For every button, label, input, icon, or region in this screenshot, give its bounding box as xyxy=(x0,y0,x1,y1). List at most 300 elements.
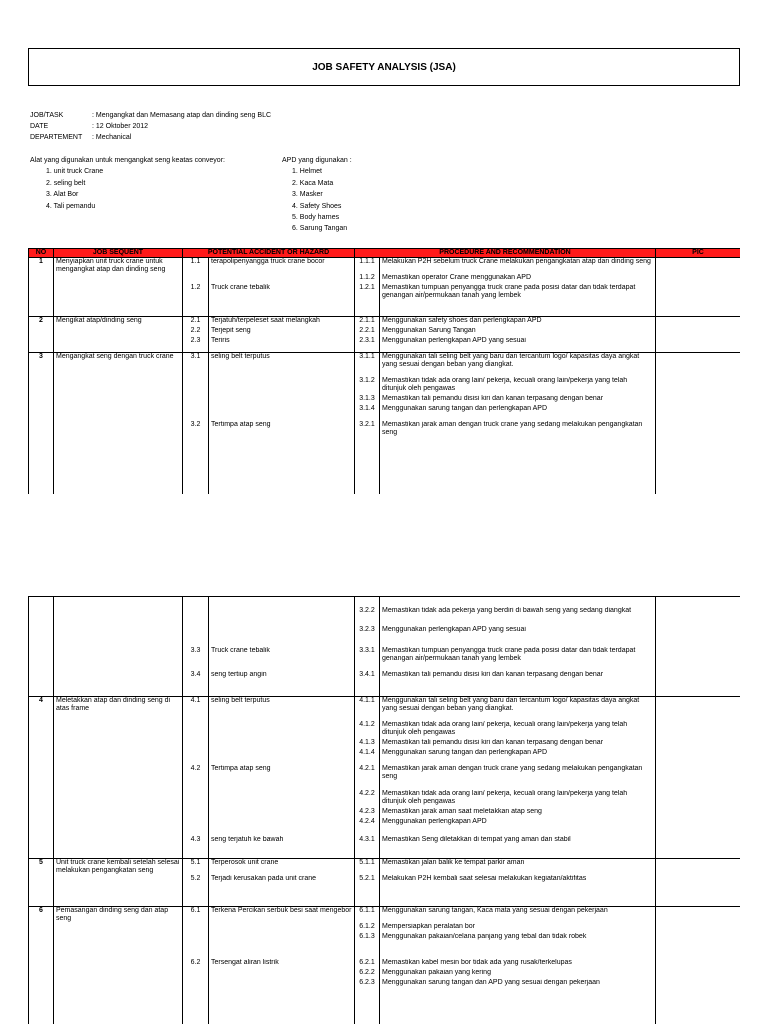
step-number: 4 xyxy=(29,696,54,721)
job-step xyxy=(54,923,183,933)
hazard-number: 2.1 xyxy=(183,316,209,327)
filler-cell xyxy=(380,989,656,1024)
hazard-text: Truck crane tebalik xyxy=(209,647,355,671)
procedure-number: 6.2.1 xyxy=(355,959,380,969)
hazard-text xyxy=(209,979,355,989)
header-job-sequent: JOB SEQUENT xyxy=(54,249,183,258)
step-number: 6 xyxy=(29,907,54,924)
procedure-number: 4.1.1 xyxy=(355,696,380,721)
job-step xyxy=(54,739,183,749)
procedure-text: Melakukan P2H sebelum truck Crane melakukan pengangkatan atap dan dinding seng xyxy=(380,258,656,275)
hazard-number: 4.1 xyxy=(183,696,209,721)
hazard-text xyxy=(209,808,355,818)
job-step xyxy=(54,274,183,284)
tools-heading: Alat yang digunakan untuk mengangkat seng keatas conveyor: xyxy=(30,157,225,164)
job-step xyxy=(54,836,183,858)
procedure-text: Memastikan jarak aman dengan truck crane yang sedang melakukan pengangkatan seng xyxy=(380,421,656,445)
pic-cell xyxy=(656,875,741,907)
table-row xyxy=(29,327,741,337)
procedure-number: 6.1.3 xyxy=(355,933,380,959)
apd-items xyxy=(282,166,352,234)
jsa-table-page-1 xyxy=(28,248,740,494)
step-number xyxy=(29,721,54,739)
pic-cell xyxy=(656,284,740,316)
tools-items xyxy=(30,166,225,212)
filler-cell xyxy=(656,445,740,494)
procedure-number: 3.4.1 xyxy=(355,671,380,696)
table-row xyxy=(29,923,741,933)
table-row xyxy=(29,352,741,377)
procedure-text: Menggunakan tali seling belt yang baru dan tercantum logo/ kapasitas daya angkat yang sesuai dengan beban yang diangkat. xyxy=(380,696,656,721)
hazard-text: Teriris xyxy=(209,337,355,352)
info-label: DATE xyxy=(30,123,49,130)
hazard-text xyxy=(209,969,355,979)
pic-cell xyxy=(656,739,741,749)
step-number xyxy=(29,405,54,421)
step-number xyxy=(29,969,54,979)
hazard-number xyxy=(183,790,209,808)
procedure-number: 4.2.2 xyxy=(355,790,380,808)
step-number: 3 xyxy=(29,352,54,377)
procedure-number: 6.1.1 xyxy=(355,907,380,924)
table-row xyxy=(29,858,741,875)
pic-cell xyxy=(656,337,740,352)
hazard-text: Tertimpa atap seng xyxy=(209,421,355,445)
job-step xyxy=(54,933,183,959)
hazard-text: seng tertiup angin xyxy=(209,671,355,696)
hazard-text: Tertimpa atap seng xyxy=(209,765,355,790)
hazard-number xyxy=(183,749,209,765)
step-number xyxy=(29,875,54,907)
table-header-row xyxy=(29,249,741,258)
apd-list xyxy=(282,155,352,235)
pic-cell xyxy=(656,258,740,275)
info-date xyxy=(30,121,148,132)
procedure-number xyxy=(355,597,380,607)
table-row xyxy=(29,808,741,818)
job-step xyxy=(54,395,183,405)
procedure-number: 2.1.1 xyxy=(355,316,380,327)
table-row xyxy=(29,377,741,395)
hazard-number xyxy=(183,933,209,959)
procedure-number: 6.2.2 xyxy=(355,969,380,979)
hazard-number xyxy=(183,721,209,739)
hazard-number: 3.3 xyxy=(183,647,209,671)
info-label: DEPARTEMENT xyxy=(30,134,83,141)
table-row xyxy=(29,836,741,858)
list-item: 1. Helmet xyxy=(292,168,322,176)
table-row xyxy=(29,790,741,808)
procedure-number: 4.2.1 xyxy=(355,765,380,790)
step-number xyxy=(29,377,54,395)
info-value: : Mechanical xyxy=(92,134,132,141)
hazard-number: 3.2 xyxy=(183,421,209,445)
hazard-number: 1.1 xyxy=(183,258,209,275)
pic-cell xyxy=(656,790,741,808)
list-item: 4. Safety Shoes xyxy=(292,202,342,210)
table-row xyxy=(29,959,741,969)
procedure-text: Memastikan jarak aman dengan truck crane yang sedang melakukan pengangkatan seng xyxy=(380,765,656,790)
step-number xyxy=(29,647,54,671)
pic-cell xyxy=(656,352,740,377)
procedure-number: 3.2.3 xyxy=(355,626,380,647)
hazard-number: 1.2 xyxy=(183,284,209,316)
step-number xyxy=(29,808,54,818)
job-step xyxy=(54,790,183,808)
info-value: : Mengangkat dan Memasang atap dan dinding seng BLC xyxy=(92,112,272,119)
step-number xyxy=(29,923,54,933)
filler-cell xyxy=(209,989,355,1024)
procedure-number: 3.1.2 xyxy=(355,377,380,395)
hazard-text: seling belt terputus xyxy=(209,352,355,377)
procedure-number: 4.1.3 xyxy=(355,739,380,749)
table-row xyxy=(29,421,741,445)
table-filler-row xyxy=(29,989,741,1024)
procedure-text: Memastikan tali pemandu disisi kiri dan kanan terpasang dengan benar xyxy=(380,671,656,696)
procedure-number: 4.2.3 xyxy=(355,808,380,818)
procedure-number: 1.2.1 xyxy=(355,284,380,316)
pic-cell xyxy=(656,721,741,739)
job-step xyxy=(54,284,183,316)
table-row xyxy=(29,395,741,405)
step-number xyxy=(29,337,54,352)
procedure-text: Menggunakan tali seling belt yang baru dan tercantum logo/ kapasitas daya angkat yang sesuai dengan beban yang diangkat. xyxy=(380,352,656,377)
procedure-number: 6.2.3 xyxy=(355,979,380,989)
filler-cell xyxy=(29,445,54,494)
step-number xyxy=(29,597,54,607)
step-number xyxy=(29,959,54,969)
list-item: 3. Masker xyxy=(292,191,323,199)
procedure-text: Memastikan tumpuan penyangga truck crane pada posisi datar dan tidak terdapat genangan air/permukaan tanah yang lembek xyxy=(380,647,656,671)
step-number xyxy=(29,933,54,959)
procedure-number: 1.1.2 xyxy=(355,274,380,284)
tools-list xyxy=(30,155,225,212)
list-item: 4. Tali pemandu xyxy=(46,202,96,210)
procedure-text: Menggunakan Sarung Tangan xyxy=(380,327,656,337)
hazard-number xyxy=(183,395,209,405)
info-job-task xyxy=(30,110,271,121)
table-row xyxy=(29,316,741,327)
job-step: Mengangkat seng dengan truck crane xyxy=(54,352,183,377)
table-row xyxy=(29,671,741,696)
hazard-number xyxy=(183,597,209,607)
job-step: Unit truck crane kembali setelah selesai melakukan pengangkatan seng xyxy=(54,858,183,875)
pic-cell xyxy=(656,749,741,765)
hazard-text xyxy=(209,377,355,395)
table-row xyxy=(29,969,741,979)
job-step: Meletakkan atap dan dinding seng di atas frame xyxy=(54,696,183,721)
procedure-text xyxy=(380,597,656,607)
step-number xyxy=(29,739,54,749)
procedure-text: Menggunakan sarung tangan dan APD yang sesuai dengan pekerjaan xyxy=(380,979,656,989)
step-number xyxy=(29,749,54,765)
procedure-text: Memastikan Seng diletakkan di tempat yang aman dan stabil xyxy=(380,836,656,858)
hazard-number: 4.2 xyxy=(183,765,209,790)
hazard-number: 6.1 xyxy=(183,907,209,924)
job-step xyxy=(54,818,183,836)
job-step xyxy=(54,337,183,352)
filler-cell xyxy=(54,445,183,494)
procedure-number: 3.1.3 xyxy=(355,395,380,405)
hazard-text: seling belt terputus xyxy=(209,696,355,721)
list-item: 2. seling belt xyxy=(46,179,86,187)
pic-cell xyxy=(656,671,741,696)
header-hazard: POTENTIAL ACCIDENT OR HAZARD xyxy=(183,249,355,258)
procedure-number: 3.1.1 xyxy=(355,352,380,377)
job-step xyxy=(54,405,183,421)
procedure-text: Menggunakan perlengkapan APD yang sesuai xyxy=(380,337,656,352)
pic-cell xyxy=(656,969,741,979)
procedure-number: 4.2.4 xyxy=(355,818,380,836)
filler-cell xyxy=(355,989,380,1024)
hazard-number xyxy=(183,818,209,836)
table-row xyxy=(29,739,741,749)
procedure-text: Memastikan tidak ada pekerja yang berdiri di bawah seng yang sedang diangkat xyxy=(380,607,656,626)
table-row xyxy=(29,258,741,275)
table-row xyxy=(29,607,741,626)
list-item: 5. Body harnes xyxy=(292,214,340,222)
hazard-text: Terperosok unit crane xyxy=(209,858,355,875)
table-row xyxy=(29,696,741,721)
step-number xyxy=(29,671,54,696)
procedure-number: 5.1.1 xyxy=(355,858,380,875)
step-number xyxy=(29,836,54,858)
procedure-text: Menggunakan perlengkapan APD xyxy=(380,818,656,836)
hazard-number xyxy=(183,607,209,626)
procedure-text: Memastikan tumpuan penyangga truck crane pada posisi datar dan tidak terdapat genangan air/permukaan tanah yang lembek xyxy=(380,284,656,316)
step-number xyxy=(29,274,54,284)
hazard-text: Terjepit seng xyxy=(209,327,355,337)
procedure-text: Memastikan tali pemandu disisi kiri dan kanan terpasang dengan benar xyxy=(380,395,656,405)
hazard-number xyxy=(183,405,209,421)
procedure-number: 4.1.4 xyxy=(355,749,380,765)
procedure-text: Memastikan jalan balik ke tempat parkir aman xyxy=(380,858,656,875)
hazard-number: 2.3 xyxy=(183,337,209,352)
procedure-text: Memastikan jarak aman saat meletakkan atap seng xyxy=(380,808,656,818)
procedure-number: 4.3.1 xyxy=(355,836,380,858)
pic-cell xyxy=(656,607,741,626)
hazard-text xyxy=(209,626,355,647)
step-number xyxy=(29,626,54,647)
procedure-text: Menggunakan perlengkapan APD yang sesuai xyxy=(380,626,656,647)
pic-cell xyxy=(656,765,741,790)
info-label: JOB/TASK xyxy=(30,112,64,119)
pic-cell xyxy=(656,818,741,836)
pic-cell xyxy=(656,959,741,969)
hazard-number xyxy=(183,979,209,989)
job-step xyxy=(54,808,183,818)
job-step xyxy=(54,377,183,395)
hazard-text: seng terjatuh ke bawah xyxy=(209,836,355,858)
procedure-text: Memastikan operator Crane menggunakan APD xyxy=(380,274,656,284)
step-number xyxy=(29,284,54,316)
list-item: 3. Alat Bor xyxy=(46,191,79,199)
pic-cell xyxy=(656,808,741,818)
filler-cell xyxy=(54,989,183,1024)
pic-cell xyxy=(656,626,741,647)
step-number xyxy=(29,395,54,405)
hazard-number xyxy=(183,808,209,818)
procedure-number: 4.1.2 xyxy=(355,721,380,739)
list-item: 6. Sarung Tangan xyxy=(292,225,348,233)
step-number xyxy=(29,790,54,808)
filler-cell xyxy=(209,445,355,494)
hazard-text xyxy=(209,597,355,607)
procedure-text: Memastikan tidak ada orang lain/ pekerja, kecuali orang lain/pekerja yang telah ditunjuk oleh pengawas xyxy=(380,377,656,395)
hazard-text: Truck crane tebalik xyxy=(209,284,355,316)
hazard-text xyxy=(209,923,355,933)
pic-cell xyxy=(656,836,741,858)
table-body xyxy=(29,597,741,1024)
job-step xyxy=(54,749,183,765)
job-step xyxy=(54,765,183,790)
hazard-text xyxy=(209,933,355,959)
step-number: 1 xyxy=(29,258,54,275)
table-row xyxy=(29,405,741,421)
pic-cell xyxy=(656,696,741,721)
document-title: JOB SAFETY ANALYSIS (JSA) xyxy=(28,48,740,86)
table-row xyxy=(29,875,741,907)
hazard-number: 2.2 xyxy=(183,327,209,337)
hazard-number xyxy=(183,626,209,647)
job-step xyxy=(54,959,183,969)
step-number xyxy=(29,607,54,626)
header-no: NO xyxy=(29,249,54,258)
table-row xyxy=(29,626,741,647)
hazard-text xyxy=(209,739,355,749)
hazard-number: 3.1 xyxy=(183,352,209,377)
hazard-number xyxy=(183,923,209,933)
hazard-text xyxy=(209,405,355,421)
procedure-text: Mempersiapkan peralatan bor xyxy=(380,923,656,933)
list-item: 2. Kaca Mata xyxy=(292,179,334,187)
hazard-text xyxy=(209,274,355,284)
procedure-text: Memastikan tali pemandu disisi kiri dan kanan terpasang dengan benar xyxy=(380,739,656,749)
pic-cell xyxy=(656,933,741,959)
table-row xyxy=(29,647,741,671)
procedure-number: 3.3.1 xyxy=(355,647,380,671)
job-step xyxy=(54,607,183,626)
apd-heading: APD yang digunakan : xyxy=(282,157,352,164)
table-row xyxy=(29,337,741,352)
hazard-text: Terkena Percikan serbuk besi saat mengebor xyxy=(209,907,355,924)
procedure-text: Menggunakan sarung tangan, Kaca mata yang sesuai dengan pekerjaan xyxy=(380,907,656,924)
hazard-text: terapolipenyangga truck crane bocor xyxy=(209,258,355,275)
job-step xyxy=(54,597,183,607)
job-step xyxy=(54,875,183,907)
procedure-number: 3.2.2 xyxy=(355,607,380,626)
table-row xyxy=(29,274,741,284)
hazard-text: Tersengat aliran listrik xyxy=(209,959,355,969)
job-step: Menyiapkan unit truck crane untuk mengangkat atap dan dinding seng xyxy=(54,258,183,275)
filler-cell xyxy=(355,445,380,494)
table-row xyxy=(29,907,741,924)
step-number: 2 xyxy=(29,316,54,327)
procedure-text: Memastikan tidak ada orang lain/ pekerja, kecuali orang lain/pekerja yang telah ditunjuk oleh pengawas xyxy=(380,790,656,808)
filler-cell xyxy=(183,989,209,1024)
hazard-number: 4.3 xyxy=(183,836,209,858)
hazard-text xyxy=(209,607,355,626)
info-value: : 12 Oktober 2012 xyxy=(92,123,149,130)
hazard-text xyxy=(209,749,355,765)
table-row xyxy=(29,284,741,316)
job-step xyxy=(54,721,183,739)
hazard-number xyxy=(183,274,209,284)
pic-cell xyxy=(656,907,741,924)
procedure-number: 1.1.1 xyxy=(355,258,380,275)
job-step: Pemasangan dinding seng dan atap seng xyxy=(54,907,183,924)
procedure-number: 3.2.1 xyxy=(355,421,380,445)
filler-cell xyxy=(656,989,741,1024)
filler-cell xyxy=(29,989,54,1024)
procedure-text: Menggunakan sarung tangan dan perlengkapan APD xyxy=(380,405,656,421)
header-procedure: PROCEDURE AND RECOMMENDATION xyxy=(355,249,656,258)
procedure-text: Menggunakan sarung tangan dan perlengkapan APD xyxy=(380,749,656,765)
hazard-number: 5.1 xyxy=(183,858,209,875)
hazard-text xyxy=(209,790,355,808)
pic-cell xyxy=(656,327,740,337)
procedure-text: Menggunakan pakaian/celana panjang yang tebal dan tidak robek xyxy=(380,933,656,959)
table-row xyxy=(29,749,741,765)
job-step xyxy=(54,671,183,696)
step-number: 5 xyxy=(29,858,54,875)
table-filler-row xyxy=(29,445,741,494)
table-row xyxy=(29,979,741,989)
hazard-number: 6.2 xyxy=(183,959,209,969)
step-number xyxy=(29,327,54,337)
pic-cell xyxy=(656,421,740,445)
procedure-number: 6.1.2 xyxy=(355,923,380,933)
jsa-table-page-2 xyxy=(28,596,740,1024)
hazard-number: 5.2 xyxy=(183,875,209,907)
step-number xyxy=(29,765,54,790)
procedure-text: Menggunakan safety shoes dan perlengkapan APD xyxy=(380,316,656,327)
table-row xyxy=(29,818,741,836)
pic-cell xyxy=(656,858,741,875)
table-row xyxy=(29,765,741,790)
pic-cell xyxy=(656,597,741,607)
filler-cell xyxy=(380,445,656,494)
hazard-text: Terjadi kerusakan pada unit crane xyxy=(209,875,355,907)
pic-cell xyxy=(656,274,740,284)
hazard-text xyxy=(209,395,355,405)
step-number xyxy=(29,979,54,989)
pic-cell xyxy=(656,979,741,989)
pic-cell xyxy=(656,377,740,395)
pic-cell xyxy=(656,316,740,327)
procedure-text: Menggunakan pakaian yang kering xyxy=(380,969,656,979)
hazard-number: 3.4 xyxy=(183,671,209,696)
job-step xyxy=(54,647,183,671)
job-step xyxy=(54,626,183,647)
procedure-text: Memastikan tidak ada orang lain/ pekerja, kecuali orang lain/pekerja yang telah ditunjuk oleh pengawas xyxy=(380,721,656,739)
procedure-number: 5.2.1 xyxy=(355,875,380,907)
list-item: 1. unit truck Crane xyxy=(46,168,104,176)
procedure-number: 2.3.1 xyxy=(355,337,380,352)
step-number xyxy=(29,421,54,445)
hazard-number xyxy=(183,969,209,979)
hazard-number xyxy=(183,739,209,749)
job-step xyxy=(54,969,183,979)
table-row xyxy=(29,933,741,959)
job-step xyxy=(54,327,183,337)
pic-cell xyxy=(656,395,740,405)
hazard-number xyxy=(183,377,209,395)
procedure-text: Melakukan P2H kembali saat selesai melakukan kegiatan/aktifitas xyxy=(380,875,656,907)
procedure-number: 2.2.1 xyxy=(355,327,380,337)
info-department xyxy=(30,132,131,143)
pic-cell xyxy=(656,923,741,933)
